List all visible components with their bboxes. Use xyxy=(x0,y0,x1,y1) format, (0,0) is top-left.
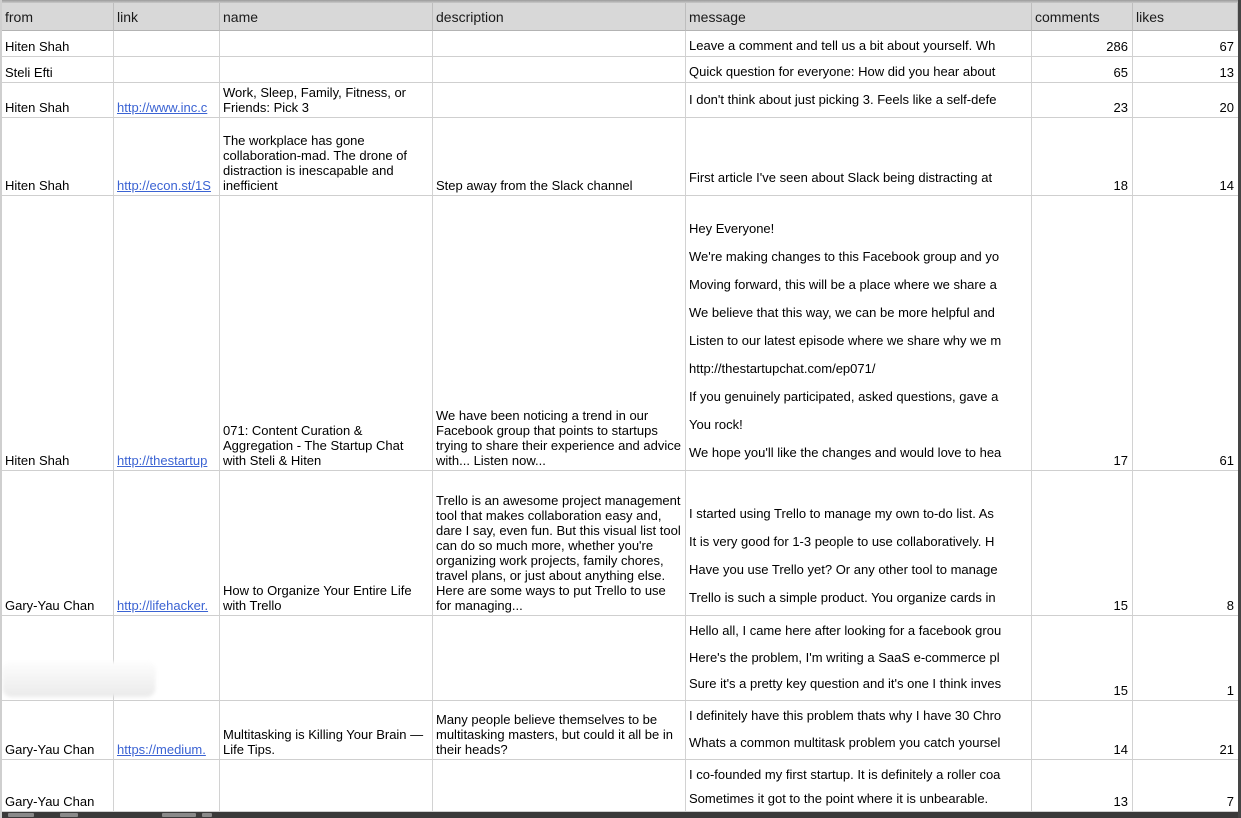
column-header-label: link xyxy=(117,9,139,25)
cell-description[interactable] xyxy=(433,83,686,118)
message-line: Leave a comment and tell us a bit about yourself. Wh xyxy=(689,38,996,53)
message-line: Trello is such a simple product. You organize cards in xyxy=(689,590,996,605)
message-line: Quick question for everyone: How did you hear about xyxy=(689,64,996,79)
likes-count: 7 xyxy=(1226,794,1234,809)
comments-count: 23 xyxy=(1113,100,1128,115)
cell-from[interactable] xyxy=(2,118,114,196)
cell-hyperlink[interactable]: https://medium. xyxy=(117,742,206,757)
comments-count: 65 xyxy=(1113,65,1128,80)
column-header-name[interactable] xyxy=(220,3,433,31)
header-row xyxy=(2,3,1238,31)
name-value: 071: Content Curation & Aggregation - The Startup Chat with Steli & Hiten xyxy=(223,423,404,468)
likes-count: 8 xyxy=(1226,598,1234,613)
cell-message[interactable] xyxy=(686,118,1032,196)
cell-description[interactable] xyxy=(433,57,686,83)
column-header-description[interactable] xyxy=(433,3,686,31)
cell-message[interactable] xyxy=(686,701,1032,760)
cell-link[interactable] xyxy=(114,471,220,616)
table-row xyxy=(2,471,1238,616)
column-header-label: message xyxy=(689,9,746,25)
cell-description[interactable] xyxy=(433,31,686,57)
cell-link[interactable] xyxy=(114,83,220,118)
message-line: You rock! xyxy=(689,417,743,432)
column-header-comments[interactable] xyxy=(1032,3,1133,31)
from-value: Gary-Yau Chan xyxy=(5,598,95,613)
cell-name[interactable] xyxy=(220,471,433,616)
spreadsheet-grid xyxy=(2,3,1238,812)
cell-name[interactable] xyxy=(220,31,433,57)
table-row xyxy=(2,701,1238,760)
cropped-content-fragment xyxy=(60,813,78,817)
message-line: If you genuinely participated, asked questions, gave a xyxy=(689,389,999,404)
comments-count: 17 xyxy=(1113,453,1128,468)
description-value: Step away from the Slack channel xyxy=(436,178,633,193)
from-value: Gary-Yau Chan xyxy=(5,794,95,809)
cropped-next-row xyxy=(2,812,1238,818)
cell-link[interactable] xyxy=(114,701,220,760)
cell-likes[interactable] xyxy=(1133,471,1238,616)
message-line: I co-founded my first startup. It is definitely a roller coa xyxy=(689,767,1001,782)
likes-count: 21 xyxy=(1219,742,1234,757)
comments-count: 13 xyxy=(1113,794,1128,809)
cell-hyperlink[interactable]: http://www.inc.c xyxy=(117,100,208,115)
message-line: I definitely have this problem thats why I have 30 Chro xyxy=(689,708,1002,723)
cell-message[interactable] xyxy=(686,616,1032,701)
comments-count: 286 xyxy=(1106,39,1128,54)
cell-from[interactable] xyxy=(2,701,114,760)
message-line: We're making changes to this Facebook group and yo xyxy=(689,249,1000,264)
table-row xyxy=(2,616,1238,701)
cell-comments[interactable] xyxy=(1032,57,1133,83)
from-value: Hiten Shah xyxy=(5,39,70,54)
comments-count: 15 xyxy=(1113,598,1128,613)
cell-description[interactable] xyxy=(433,760,686,812)
cropped-content-fragment xyxy=(162,813,196,817)
cell-likes[interactable] xyxy=(1133,57,1238,83)
message-line: Hello all, I came here after looking for a facebook grou xyxy=(689,622,1002,638)
cell-link[interactable] xyxy=(114,760,220,812)
message-line: Listen to our latest episode where we share why we m xyxy=(689,333,1002,348)
cell-name[interactable] xyxy=(220,118,433,196)
cell-message[interactable] xyxy=(686,196,1032,471)
cell-comments[interactable] xyxy=(1032,471,1133,616)
name-value: Multitasking is Killing Your Brain — Life Tips. xyxy=(223,727,424,757)
cell-likes[interactable] xyxy=(1133,196,1238,471)
cell-description[interactable] xyxy=(433,471,686,616)
cell-description[interactable] xyxy=(433,616,686,701)
cell-likes[interactable] xyxy=(1133,701,1238,760)
description-value: We have been noticing a trend in our Facebook group that points to startups trying to share their experience and advice with... Listen now... xyxy=(436,408,681,468)
comments-count: 14 xyxy=(1113,742,1128,757)
likes-count: 20 xyxy=(1219,100,1234,115)
likes-count: 14 xyxy=(1219,178,1234,193)
table-row xyxy=(2,57,1238,83)
table-row xyxy=(2,196,1238,471)
column-header-label: name xyxy=(223,9,259,25)
name-value: Work, Sleep, Family, Fitness, or Friends: Pick 3 xyxy=(223,85,407,115)
cell-description[interactable] xyxy=(433,118,686,196)
message-line: We hope you'll like the changes and would love to hea xyxy=(689,445,1002,460)
cell-from[interactable] xyxy=(2,31,114,57)
column-header-message[interactable] xyxy=(686,3,1032,31)
cell-comments[interactable] xyxy=(1032,196,1133,471)
cell-message[interactable] xyxy=(686,57,1032,83)
description-value: Trello is an awesome project management tool that makes collaboration easy and, dare I say, even fun. But this visual list tool can do so much more, whether you're organizing work projects, family chores, travel plans, or just about anything else. Here are some ways to put Trello to use for managing... xyxy=(436,493,681,613)
cell-hyperlink[interactable]: http://econ.st/1S xyxy=(117,178,211,193)
cell-message[interactable] xyxy=(686,83,1032,118)
message-line: Sure it's a pretty key question and it's one I think inves xyxy=(689,676,1002,692)
cell-name[interactable] xyxy=(220,616,433,701)
table-row xyxy=(2,760,1238,812)
redacted-name-blur xyxy=(3,662,155,696)
cell-name[interactable] xyxy=(220,83,433,118)
message-line: I started using Trello to manage my own to-do list. As xyxy=(689,506,994,521)
cell-message[interactable] xyxy=(686,31,1032,57)
table-row xyxy=(2,31,1238,57)
likes-count: 1 xyxy=(1226,683,1234,698)
cell-comments[interactable] xyxy=(1032,31,1133,57)
column-header-link[interactable] xyxy=(114,3,220,31)
from-value: Steli Efti xyxy=(5,65,53,80)
cropped-content-fragment xyxy=(8,813,34,817)
name-value: The workplace has gone collaboration-mad. The drone of distraction is inescapable and inefficient xyxy=(223,133,408,193)
description-value: Many people believe themselves to be multitasking masters, but could it all be in their heads? xyxy=(436,712,673,757)
column-header-from[interactable] xyxy=(2,3,114,31)
comments-count: 15 xyxy=(1113,683,1128,698)
message-line: Here's the problem, I'm writing a SaaS e-commerce pl xyxy=(689,649,1000,665)
cell-name[interactable] xyxy=(220,57,433,83)
cell-likes[interactable] xyxy=(1133,31,1238,57)
cell-link[interactable] xyxy=(114,118,220,196)
cell-comments[interactable] xyxy=(1032,760,1133,812)
cell-likes[interactable] xyxy=(1133,118,1238,196)
message-line: http://thestartupchat.com/ep071/ xyxy=(689,361,876,376)
from-value: Hiten Shah xyxy=(5,178,70,193)
cell-likes[interactable] xyxy=(1133,760,1238,812)
cell-message[interactable] xyxy=(686,471,1032,616)
cell-from[interactable] xyxy=(2,616,114,701)
cell-link[interactable] xyxy=(114,31,220,57)
cell-likes[interactable] xyxy=(1133,616,1238,701)
cell-description[interactable] xyxy=(433,196,686,471)
cell-from[interactable] xyxy=(2,57,114,83)
cell-comments[interactable] xyxy=(1032,118,1133,196)
message-line: Sometimes it got to the point where it is unbearable. xyxy=(689,790,989,806)
column-header-likes[interactable] xyxy=(1133,3,1238,31)
cell-description[interactable] xyxy=(433,701,686,760)
likes-count: 61 xyxy=(1219,453,1234,468)
message-line: Hey Everyone! xyxy=(689,221,775,236)
cell-message[interactable] xyxy=(686,760,1032,812)
from-value: Hiten Shah xyxy=(5,100,70,115)
cell-likes[interactable] xyxy=(1133,83,1238,118)
message-line: First article I've seen about Slack being distracting at xyxy=(689,170,993,185)
cell-comments[interactable] xyxy=(1032,701,1133,760)
table-row xyxy=(2,83,1238,118)
cell-comments[interactable] xyxy=(1032,616,1133,701)
cell-from[interactable] xyxy=(2,83,114,118)
message-line: Have you use Trello yet? Or any other tool to manage xyxy=(689,562,998,577)
cell-name[interactable] xyxy=(220,196,433,471)
cell-from[interactable] xyxy=(2,760,114,812)
message-line: Whats a common multitask problem you catch yoursel xyxy=(689,735,1001,750)
cell-link[interactable] xyxy=(114,57,220,83)
column-header-label: description xyxy=(436,9,504,25)
cell-name[interactable] xyxy=(220,701,433,760)
likes-count: 13 xyxy=(1219,65,1234,80)
cell-hyperlink[interactable]: http://lifehacker. xyxy=(117,598,209,613)
cell-link[interactable] xyxy=(114,196,220,471)
likes-count: 67 xyxy=(1219,39,1234,54)
column-header-label: likes xyxy=(1136,9,1165,25)
cell-from[interactable] xyxy=(2,196,114,471)
column-header-label: comments xyxy=(1035,9,1100,25)
cell-hyperlink[interactable]: http://thestartup xyxy=(117,453,208,468)
cell-from[interactable] xyxy=(2,471,114,616)
comments-count: 18 xyxy=(1113,178,1128,193)
from-value: Gary-Yau Chan xyxy=(5,742,95,757)
from-value: Hiten Shah xyxy=(5,453,70,468)
message-line: I don't think about just picking 3. Feels like a self-defe xyxy=(689,92,997,107)
message-line: Moving forward, this will be a place where we share a xyxy=(689,277,997,292)
cropped-content-fragment xyxy=(202,813,212,817)
message-line: It is very good for 1-3 people to use collaboratively. H xyxy=(689,534,995,549)
message-line: We believe that this way, we can be more helpful and xyxy=(689,305,995,320)
cell-comments[interactable] xyxy=(1032,83,1133,118)
column-header-label: from xyxy=(5,9,33,25)
table-row xyxy=(2,118,1238,196)
name-value: How to Organize Your Entire Life with Trello xyxy=(223,583,412,613)
cell-name[interactable] xyxy=(220,760,433,812)
